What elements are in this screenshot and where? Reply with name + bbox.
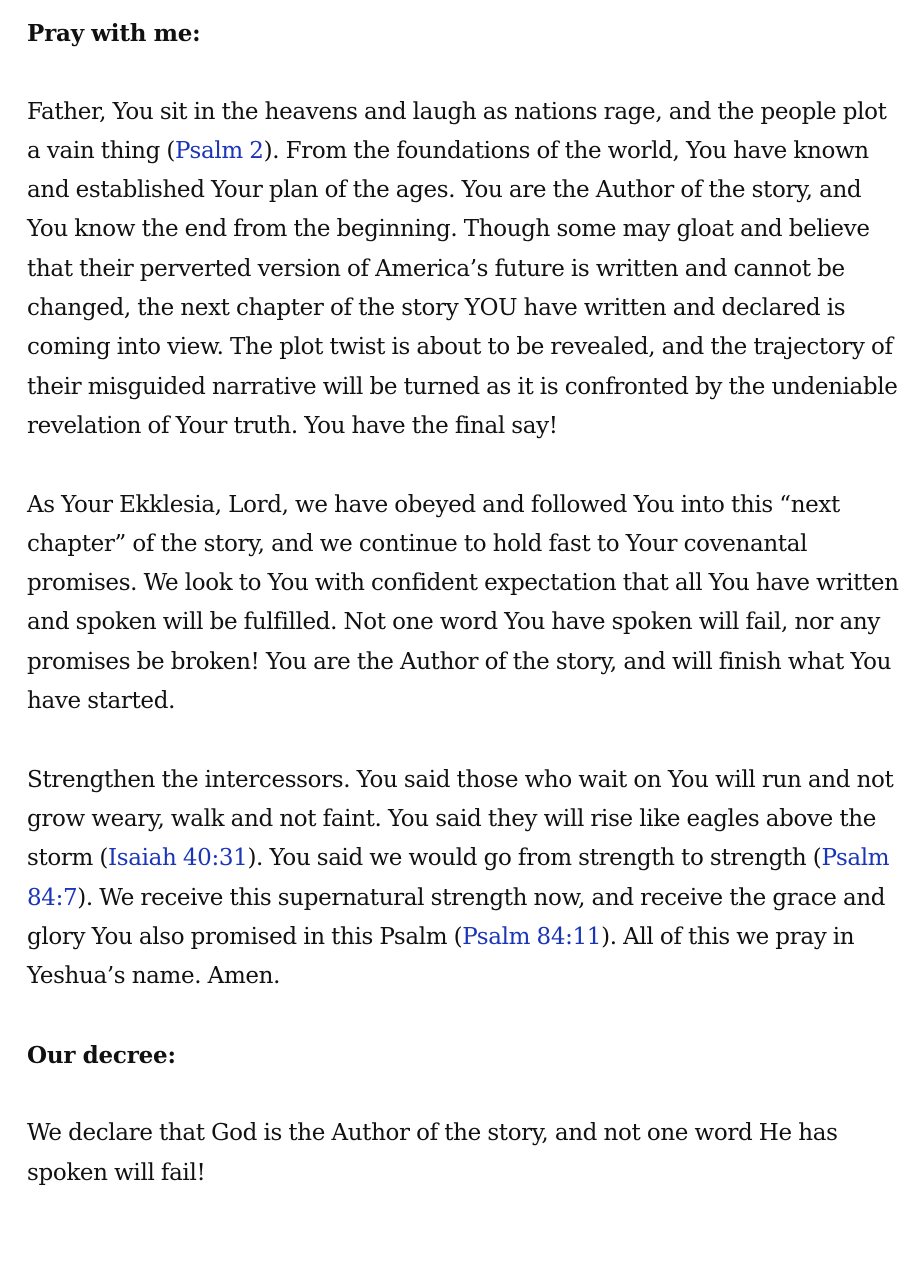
scripture-link-psalm-84-7[interactable]: Psalm 84:7 <box>27 845 890 911</box>
paragraph-text: Father, You sit in the heavens and laugh as nations rage, and the people plot a vain thing ( <box>27 98 887 164</box>
scripture-link-psalm-84-11[interactable]: Psalm 84:11 <box>462 923 602 950</box>
decree-paragraph: We declare that God is the Author of the story, and not one word He has spoken will fail! <box>27 1120 838 1186</box>
prayer-paragraph-2: As Your Ekklesia, Lord, we have obeyed and followed You into this “next chapter” of the story, and we continue to hold fast to Your covenantal promises. We look to You with confident expectation that all You have written and spoken will be fulfilled. Not one word You have spoken will fail, nor any promises be broken! You are the Author of the story, and will finish what You have started. <box>27 491 899 715</box>
prayer-paragraph-1 <box>27 93 904 447</box>
prayer-heading: Pray with me: <box>27 20 201 47</box>
decree-heading: Our decree: <box>27 1041 176 1069</box>
paragraph-text: Strengthen the intercessors. You said those who wait on You will run and not grow weary, walk and not faint. You said they will rise like eagles above the storm ( <box>27 766 894 872</box>
paragraph-text: ). From the foundations of the world, You have known and established Your plan of the ages. You are the Author of the story, and You know the end from the beginning. Though some may gloat and believe that their perverted version of America’s future is written and cannot be changed, the next chapter of the story YOU have written and declared is coming into view. The plot twist is about to be revealed, and the trajectory of their misguided narrative will be turned as it is confronted by the undeniable revelation of Your truth. You have the final say! <box>27 137 898 439</box>
paragraph-text: ). We receive this supernatural strength now, and receive the grace and glory You also promised in this Psalm ( <box>27 884 886 950</box>
scripture-link-psalm-2[interactable]: Psalm 2 <box>175 137 264 164</box>
paragraph-text: ). All of this we pray in Yeshua’s name. Amen. <box>27 923 855 990</box>
prayer-paragraph-3 <box>27 761 904 997</box>
paragraph-text: ). You said we would go from strength to strength ( <box>247 845 822 872</box>
scripture-link-isaiah-40-31[interactable]: Isaiah 40:31 <box>108 845 248 872</box>
